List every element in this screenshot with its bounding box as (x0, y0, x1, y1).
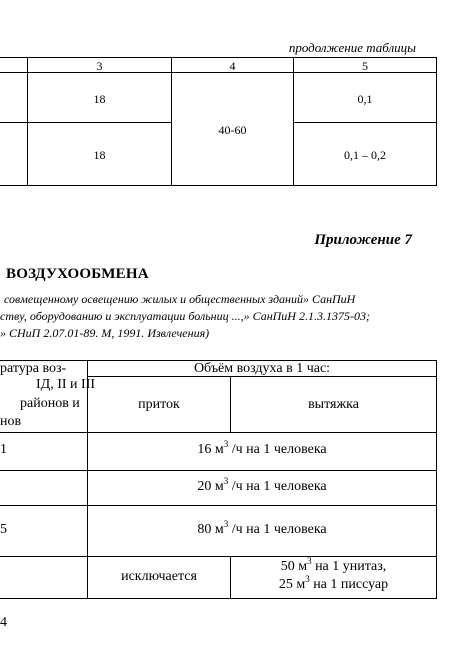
intake-excluded: исключается (121, 569, 197, 584)
section-title: ВОЗДУХООБМЕНА (6, 266, 149, 282)
row1-volume: 16 $м^3$ /ч на 1 человека (197, 439, 327, 457)
row2-volume: 20 $м^3$ /ч на 1 человека (197, 476, 327, 494)
table1-row2-col5: 0,1 – 0,2 (344, 148, 386, 162)
table1-merged-col4: 40-60 (218, 123, 247, 137)
temp-header-line-4: нов (0, 414, 22, 429)
row3-left-fragment: 5 (0, 522, 7, 537)
continuation-label: продолжение таблицы (288, 40, 416, 55)
row1-left-fragment: 1 (0, 442, 7, 457)
temp-header-line-3: районов и (20, 396, 80, 411)
temp-header-line-1: ратура воз- (0, 361, 67, 376)
table1-row1-col5: 0,1 (357, 92, 373, 106)
table1-header-col4: 4 (229, 59, 236, 73)
exhaust-header: вытяжка (308, 397, 359, 412)
table1-header-col5: 5 (362, 59, 368, 73)
source-line-3: » СНиП 2.07.01-89. М, 1991. Извлечения) (0, 326, 210, 340)
page-number: 4 (0, 615, 7, 630)
exhaust-urinal: 25 $м^3$ на 1 писсуар (278, 574, 389, 592)
row3-volume: 80 $м^3$ /ч на 1 человека (197, 519, 327, 537)
table1-row1-col3: 18 (93, 92, 106, 106)
intake-header: приток (138, 397, 180, 412)
table1-header-col3: 3 (96, 59, 103, 73)
source-line-2: ству, оборудованию и эксплуатации больниц ...,» СанПиН 2.1.3.1375-03; (0, 309, 370, 323)
table1-row2-col3: 18 (93, 148, 106, 162)
appendix-label: Приложение 7 (314, 232, 412, 248)
exhaust-toilet: 50 $м^3$ на 1 унитаз, (280, 556, 387, 574)
volume-header: Объём воздуха в 1 час: (193, 361, 331, 376)
source-line-1: совмещенному освещению жилых и общественных зданий» СанПиН (4, 292, 356, 306)
temp-header-line-2: ІД, II и III (36, 377, 96, 392)
